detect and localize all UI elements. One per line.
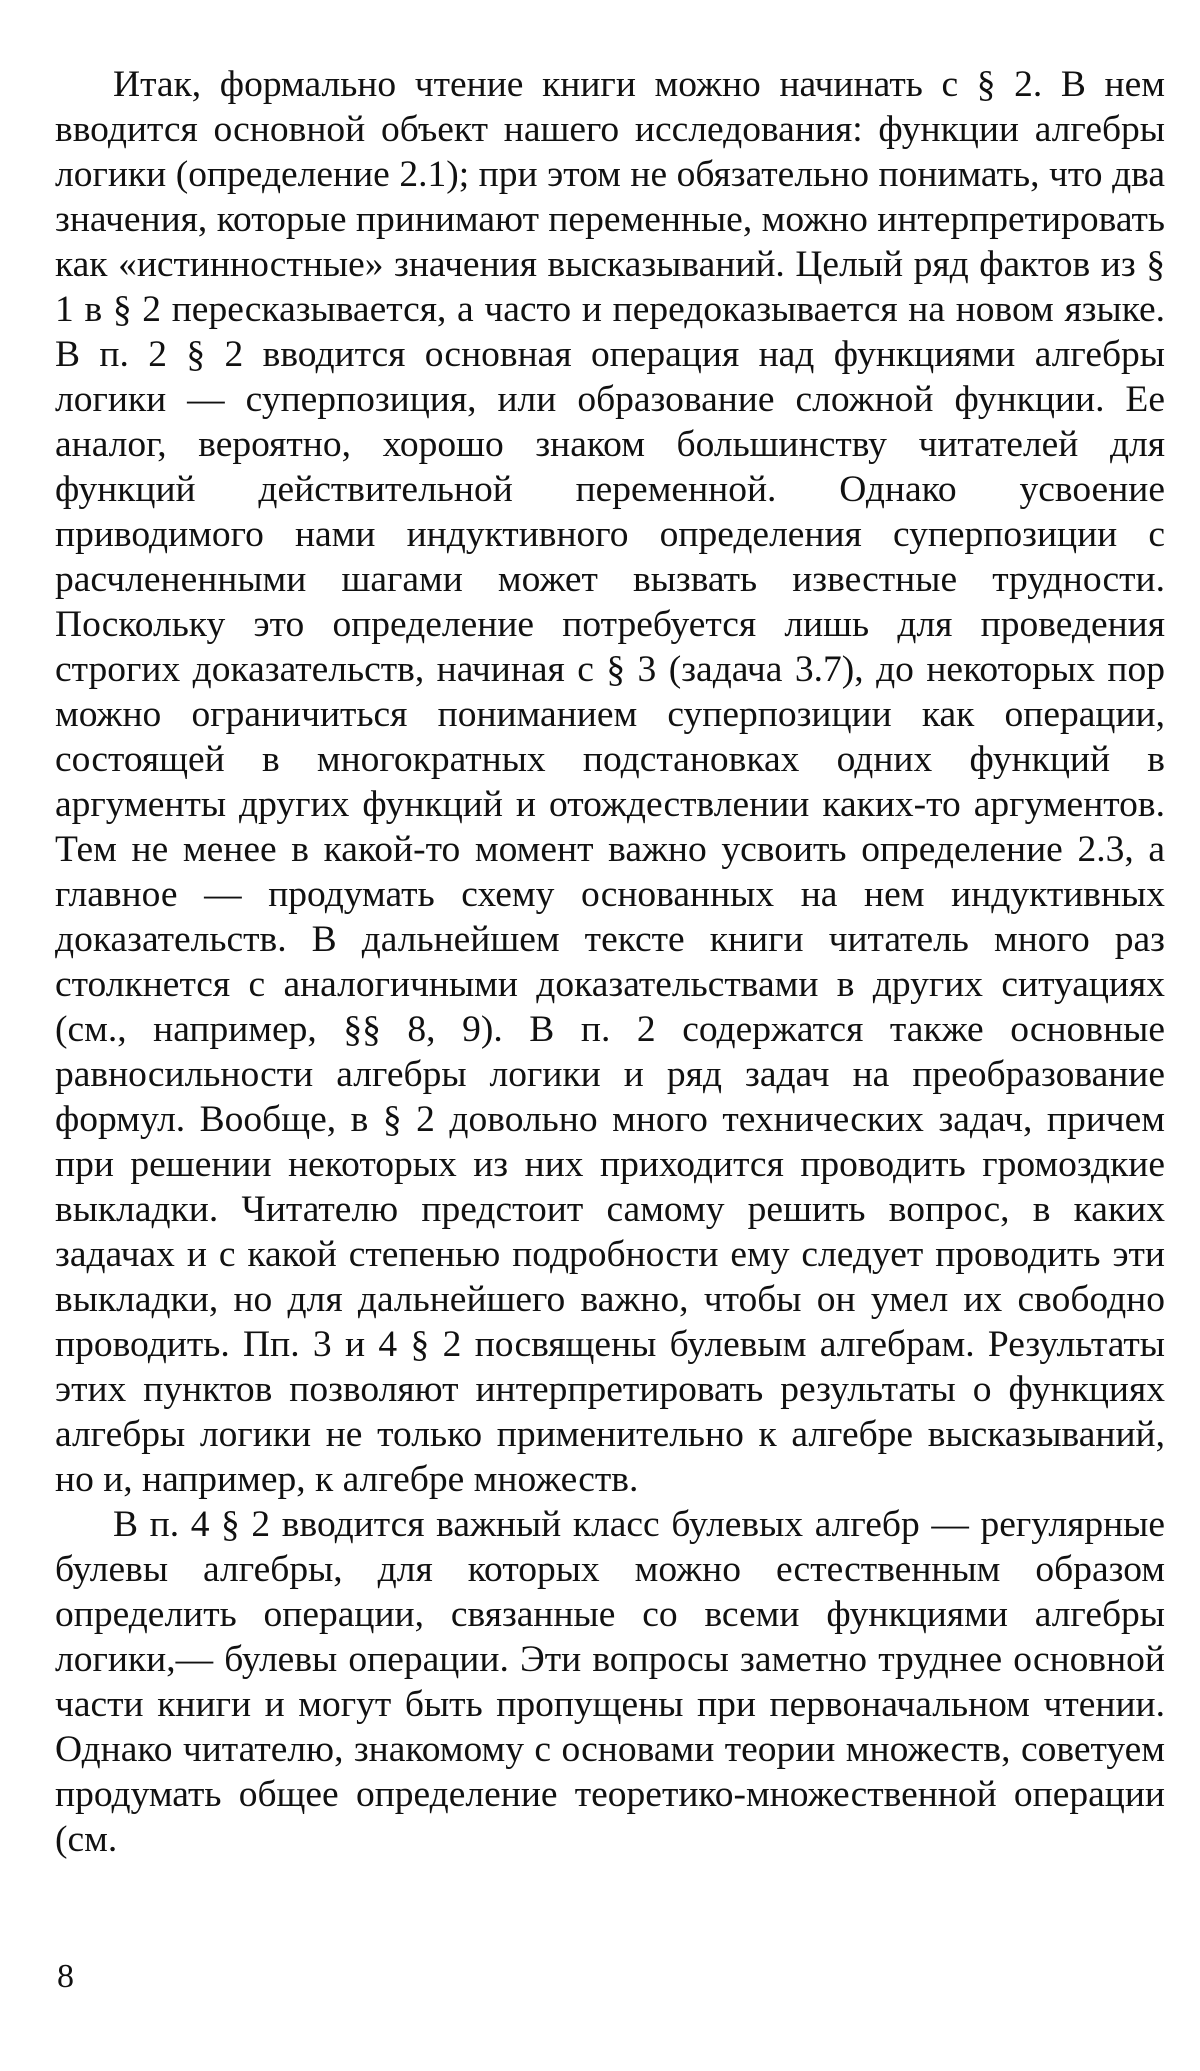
paragraph-1: Итак, формально чтение книги можно начинать с § 2. В нем вводится основной объект нашего исследования: функции алгебры логики (определение 2.1); при этом не обязательно понимать, что два значения, которые принимают переменные, можно интерпретировать как «истинностные» значения высказываний. Целый ряд фактов из § 1 в § 2 пересказывается, а часто и передоказывается на новом языке. В п. 2 § 2 вводится основная операция над функциями алгебры логики — суперпозиция, или образование сложной функции. Ее аналог, вероятно, хорошо знаком большинству читателей для функций действительной переменной. Однако усвоение приводимого нами индуктивного определения суперпозиции с расчлененными шагами может вызвать известные трудности. Поскольку это определение потребуется лишь для проведения строгих доказательств, начиная с § 3 (задача 3.7), до некоторых пор можно ограничиться пониманием суперпозиции как операции, состоящей в многократных подстановках одних функций в аргументы других функций и отождествлении каких-то аргументов. Тем не менее в какой-то момент важно усвоить определение 2.3, а главное — продумать схему основанных на нем индуктивных доказательств. В дальнейшем тексте книги читатель много раз столкнется с аналогичными доказательствами в других ситуациях (см., например, §§ 8, 9). В п. 2 содержатся также основные равносильности алгебры логики и ряд задач на преобразование формул. Вообще, в § 2 довольно много технических задач, причем при решении некоторых из них приходится проводить громоздкие выкладки. Читателю предстоит самому решить вопрос, в каких задачах и с какой степенью подробности ему следует проводить эти выкладки, но для дальнейшего важно, чтобы он умел их свободно проводить. Пп. 3 и 4 § 2 посвящены булевым алгебрам. Результаты этих пунктов позволяют интерпретировать результаты о функциях алгебры логики не только применительно к алгебре высказываний, но и, например, к алгебре множеств. xyxy=(55,64,1165,1500)
book-page xyxy=(55,62,1165,2022)
body-text xyxy=(55,62,1165,1862)
page-number: 8 xyxy=(57,1958,74,1995)
paragraph-2: В п. 4 § 2 вводится важный класс булевых алгебр — регулярные булевы алгебры, для которых можно естественным образом определить операции, связанные со всеми функциями алгебры логики,— булевы операции. Эти вопросы заметно труднее основной части книги и могут быть пропущены при первоначальном чтении. Однако читателю, знакомому с основами теории множеств, советуем продумать общее определение теоретико-множественной операции (см. xyxy=(55,1504,1165,1860)
